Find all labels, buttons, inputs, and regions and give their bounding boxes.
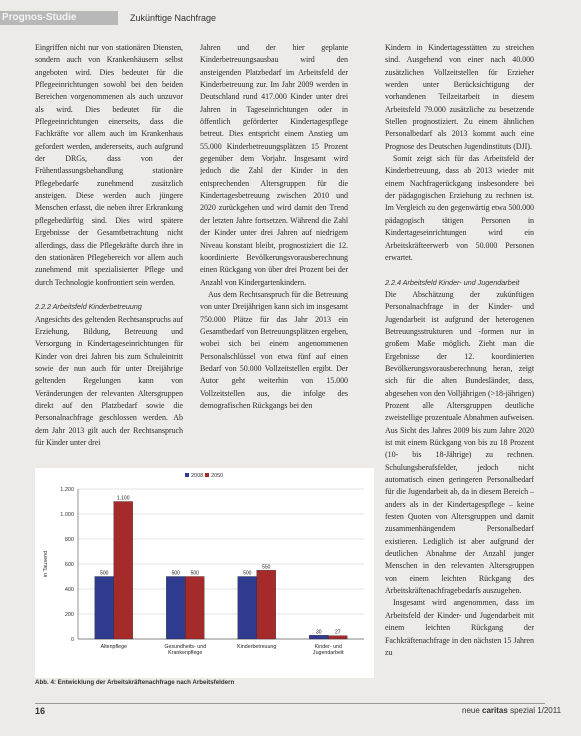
y-tick-label: 800 bbox=[64, 537, 74, 543]
paragraph-gap bbox=[35, 289, 183, 301]
body-paragraph: Somit zeigt sich für das Arbeitsfeld der Kinderbetreuung, dass ab 2013 wieder mit einem Nachfragerückgang insbesondere bei der pädagogischen Erziehung zu rechnen ist. Im Vergleich zu den gegenwärtig etwa 500.000 pädagogisch tätigen Personen in Kindertageseinrichtungen wird ein Arbeitskräfteerwerb von 50.000 Personen erwartet. bbox=[385, 154, 534, 262]
y-axis-label: in Tausend bbox=[43, 550, 49, 578]
category-label: Kinder- und Jugendarbeit bbox=[312, 644, 344, 656]
section-heading: 2.2.4 Arbeitsfeld Kinder- und Jugendarbeit bbox=[385, 277, 520, 287]
publication-brand: caritas bbox=[482, 706, 508, 715]
text-column-2 bbox=[200, 42, 348, 482]
data-label: 550 bbox=[262, 564, 271, 571]
data-label: 500 bbox=[190, 570, 199, 577]
bar-chart-figure bbox=[35, 468, 374, 678]
data-label: 500 bbox=[171, 570, 180, 577]
data-label: 500 bbox=[243, 570, 252, 577]
y-tick-label: 600 bbox=[64, 562, 74, 568]
page-number: 16 bbox=[35, 706, 46, 716]
y-tick-label: 200 bbox=[64, 612, 74, 618]
y-tick-label: 0 bbox=[70, 637, 74, 643]
data-label: 30 bbox=[315, 629, 322, 636]
y-tick-label: 1.200 bbox=[60, 487, 74, 493]
category-label: Kinderbetreuung bbox=[237, 644, 277, 650]
body-paragraph: Aus dem Rechtsanspruch für die Betreuung von unter Dreijährigen kann sich im insgesamt 750.000 Plätze für das Jahr 2013 ein Gesamtbedarf von Betreuungsplätzen ergeben, wobei sich bei einem angenommenen Personalschlüssel von etwa fünf auf einen Bedarf von 50.000 Vollzeitstellen ergibt. Der Autor geht weiterhin von 15.000 Vollzeitstellen aus, die infolge des demografischen Rückgangs bei den bbox=[200, 289, 348, 410]
category-label: Gesundheits- und Krankenpflege bbox=[164, 644, 207, 656]
bar bbox=[185, 577, 204, 640]
bar bbox=[309, 635, 328, 639]
publication-prefix: neue bbox=[462, 706, 480, 715]
bar bbox=[166, 577, 185, 640]
category-label: Altenpflege bbox=[100, 644, 128, 650]
bar bbox=[238, 577, 257, 640]
data-label: 500 bbox=[100, 570, 109, 577]
legend-label: 2050 bbox=[211, 473, 224, 479]
body-paragraph: Die Abschätzung der zukünftigen Personalnachfrage in der Kinder- und Jugendarbeit ist aufgrund der heterogenen Betreuungsstrukturen und -formen nur in großem Maße möglich. Zieht man die Ergebnisse der 12. koordinierten Bevölkerungsvorausberechnung heran, zeigt sich für die alten Bundesländer, dass, abgesehen von den Volljährigen (>18-jährigen) Prozent alle Altersgruppen deutliche zweistellige prozentuale Abnahmen aufweisen. Aus Sicht des Jahres 2009 bis zum Jahre 2020 ist mit einem Rückgang von bis zu 18 Prozent (10- bis 18-Jährige) zu rechnen. Schulungsberufsfelder, jedoch nicht automatisch einen geringeren Personalbedarf für die Jugendarbeit ab, da in diesem Bereich – anders als in der Kindertagespflege – keine festen Quoten von Altersgruppen und damit zusammenhängendem Personalbedarf existieren. Lediglich ist aber aufgrund der deutlichen Abnahme der Anzahl junger Menschen in den relevanten Altersgruppen von einem leichten Rückgang des Arbeitskräftenachfragebedarfs auszugehen. bbox=[385, 289, 534, 596]
y-tick-label: 400 bbox=[64, 587, 74, 593]
data-label: 27 bbox=[334, 629, 341, 636]
bar bbox=[95, 577, 114, 640]
paragraph-gap bbox=[385, 264, 534, 276]
body-paragraph: Angesichts des geltenden Rechtsanspruchs auf Erziehung, Bildung, Betreuung und Versorgung in Kindertageseinrichtungen für Kinder von drei Jahren bis zum Schuleintritt sowie der nun auch für unter Dreijährige geltenden Regelungen kann von Veränderungen der relevanten Altersgruppen direkt auf den Platzbedarf sowie die Personalnachfrage geschlossen werden. Ab dem Jahr 2013 gilt auch der Rechtsanspruch für Kinder unter drei bbox=[35, 314, 183, 447]
section-label: Prognos-Studie bbox=[2, 12, 77, 23]
body-paragraph: Kindern in Kindertagesstätten zu streichen sind. Ausgehend von einer nach 40.000 zusätzlichen Vollzeitstellen für Erzieher werden unter Berücksichtigung der vorhandenen Teilzeitarbeit in diesem Arbeitsfeld 79.000 zusätzliche zu besetzende Stellen prognostiziert. Zu einem ähnlichen Personalbedarf als 2013 kommt auch eine Prognose des Deutschen Jugendinstituts (DJI). bbox=[385, 43, 534, 151]
text-column-1 bbox=[35, 42, 183, 494]
legend-swatch bbox=[185, 473, 189, 477]
figure-caption: Abb. 4: Entwicklung der Arbeitskräftenachfrage nach Arbeitsfeldern bbox=[35, 679, 235, 686]
body-paragraph: Insgesamt wird angenommen, dass im Arbeitsfeld der Kinder- und Jugendarbeit mit einem leichten Rückgang der Fachkräftenachfrage in den nächsten 15 Jahren zu bbox=[385, 598, 534, 657]
publication-name bbox=[462, 706, 561, 715]
chapter-label: Zukünftige Nachfrage bbox=[130, 13, 217, 23]
bar bbox=[114, 502, 133, 640]
legend-swatch bbox=[205, 473, 209, 477]
data-label: 1.100 bbox=[116, 495, 130, 502]
footer-divider bbox=[35, 703, 545, 704]
bar bbox=[257, 570, 276, 639]
text-column-3 bbox=[385, 42, 534, 694]
body-paragraph: Jahren und der hier geplante Kinderbetreuungsausbau wird den ansteigenden Platzbedarf im Arbeitsfeld der Kinderbetreuung zur. Im Jahr 2009 werden in Deutschland rund 417.000 Kinder unter drei Jahren in Tageseinrichtungen oder in öffentlich geförderter Kindertagespflege betreut. Dies entspricht einem Anstieg um 55.000 Kinderbetreuungsplätzen 15 Prozent gegenüber dem Vorjahr. Insgesamt wird jedoch die Zahl der Kinder in den entsprechenden Altersgruppen für die Kindertagesbetreuung zwischen 2010 und 2020 zurückgehen und wird damit den Trend der letzten Jahre fortsetzen. Während die Zahl der Kinder unter drei Jahren auf niedrigem Niveau konstant bleibt, prognostiziert die 12. koordinierte Bevölkerungsvorausberechnung einen Rückgang von über drei Prozent bei der Anzahl von Kindergartenkindern. bbox=[200, 43, 348, 287]
body-paragraph: Eingriffen nicht nur von stationären Diensten, sondern auch von Krankenhäusern selbst angeboten wird. Dies bedeutet für die Pflegeeinrichtungen sowohl bei den beiden Bereichen vorgenommenen als auch unzuvor als wird. Dies bedeutet für die Pflegeeinrichtungen einerseits, dass die Fachkräfte vor allem auch im Krankenhaus gefordert werden, andererseits, auch aufgrund der DRGs, dass von der Frühentlassungsbehandlung stationäre Pflegebedarfe zunehmend zusätzlich ansteigen. Diese werden auch jüngere Menschen erfasst, die neben ihrer Erkrankung pflegebedürftig sind. Dies wird spätere Ergebnisse der Gesamtbetrachtung nicht allerdings, dass die Pflegekräfte durch ihre in den stationären Pflegebereich vor allem auch zunehmend mit spezialisierter Pflege und durch Technologie konfrontiert sein werden. bbox=[35, 43, 183, 287]
publication-issue: spezial 1/2011 bbox=[510, 706, 562, 715]
bar bbox=[328, 636, 347, 639]
y-tick-label: 1.000 bbox=[60, 512, 74, 518]
bar-chart bbox=[35, 468, 374, 678]
section-heading: 2.2.2 Arbeitsfeld Kinderbetreuung bbox=[35, 302, 142, 312]
legend-label: 2008 bbox=[191, 473, 204, 479]
